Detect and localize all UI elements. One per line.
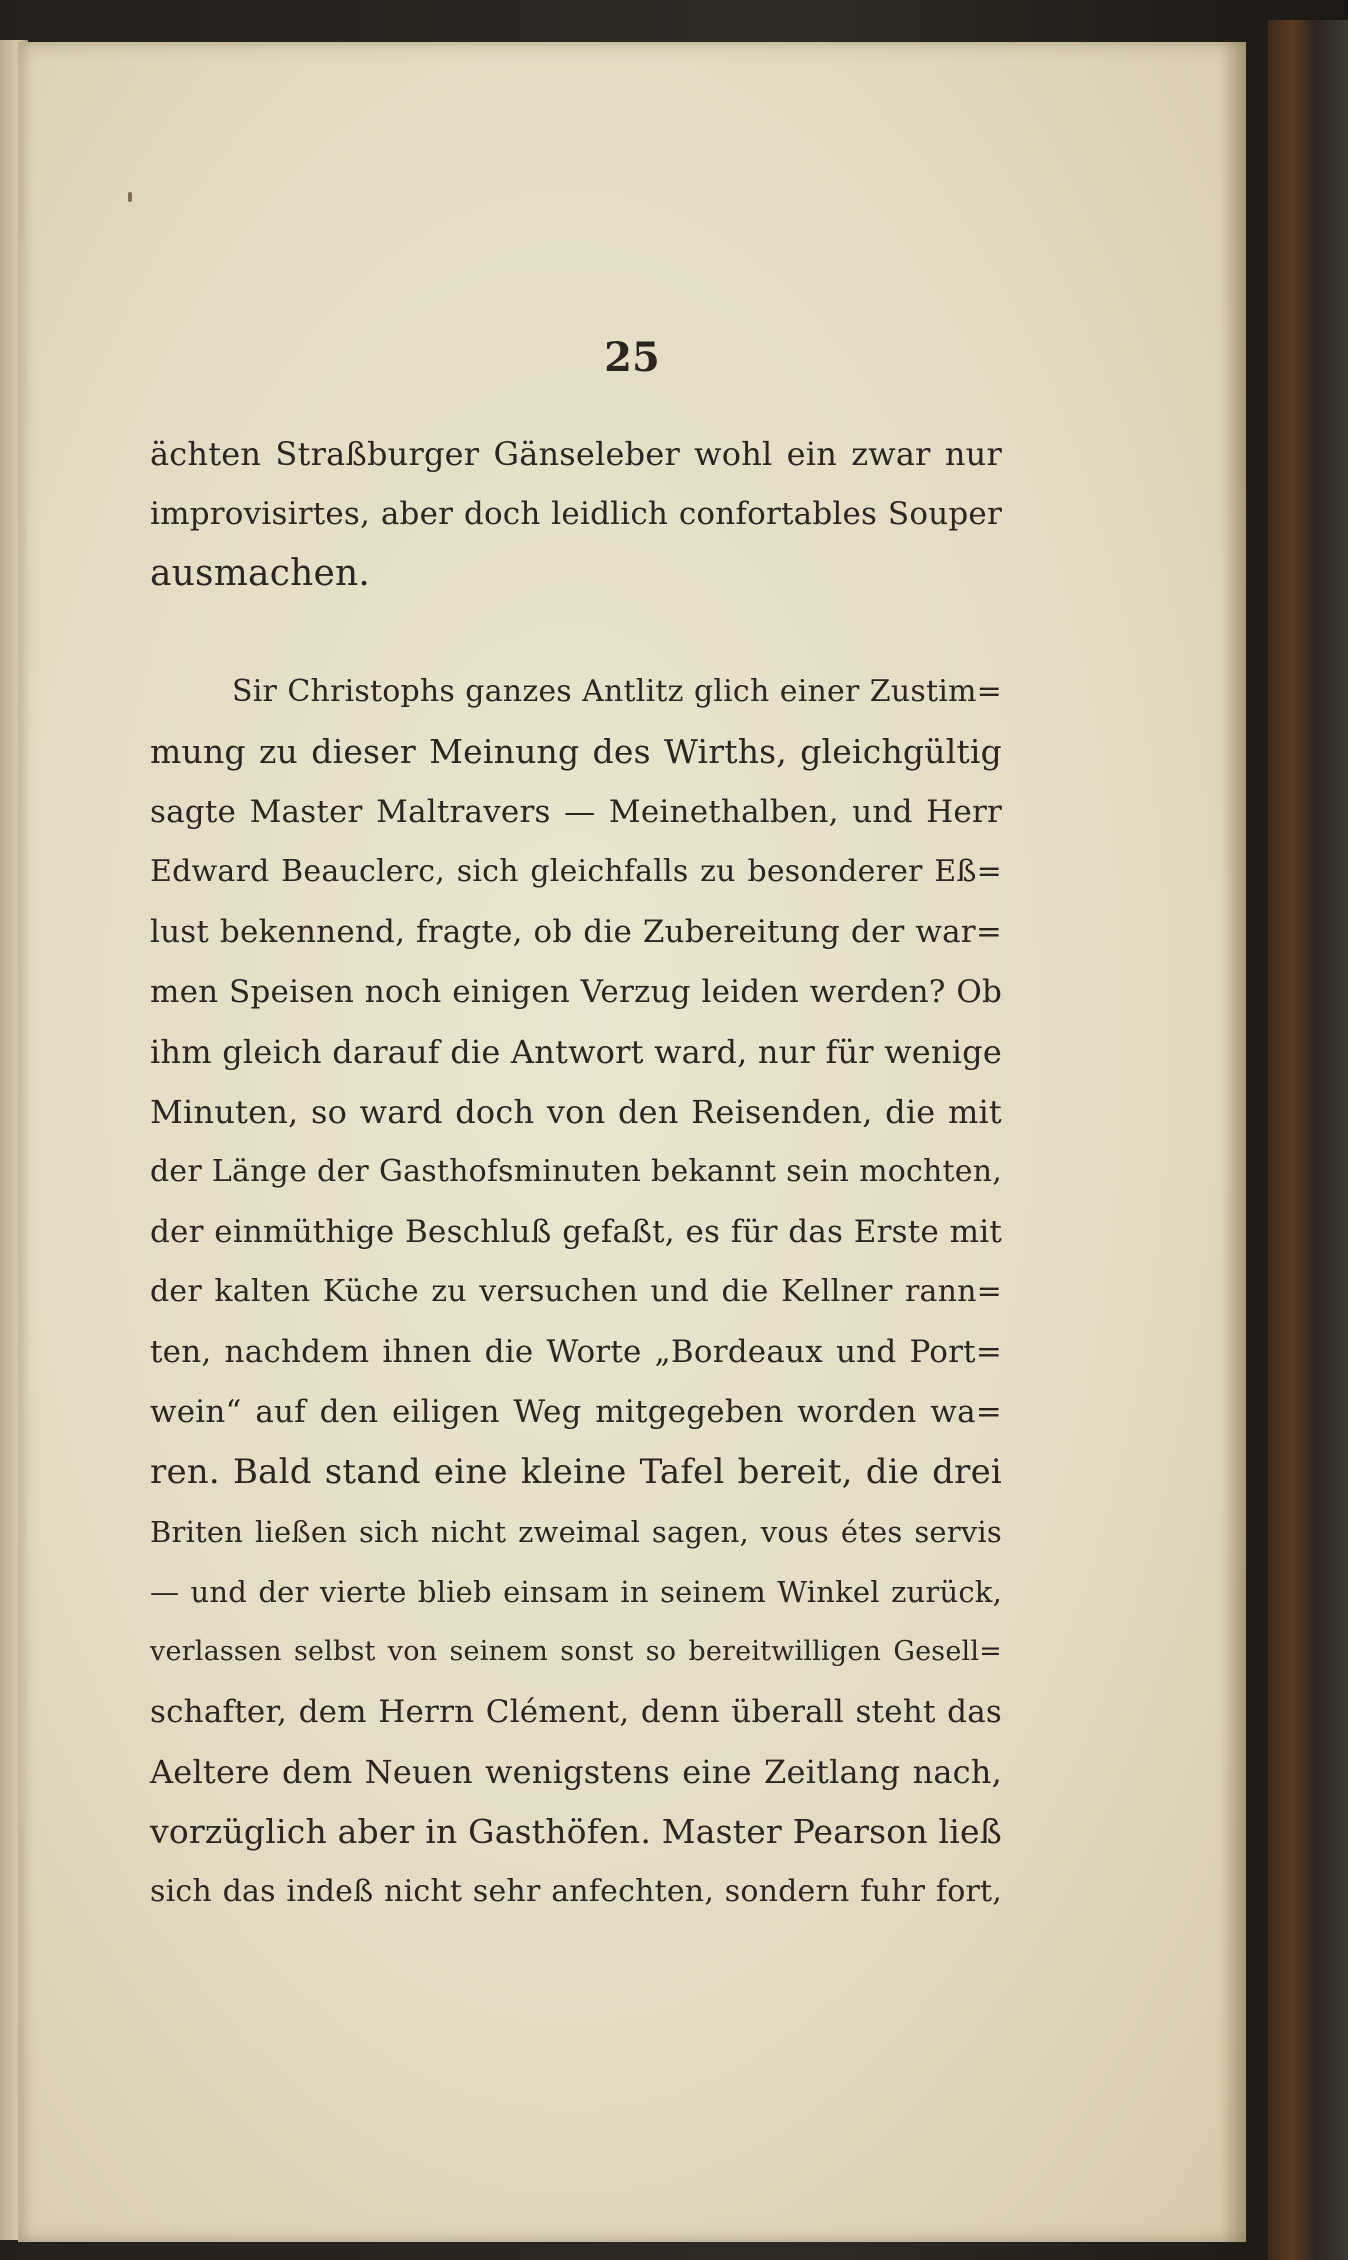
text-line: Aeltere dem Neuen wenigstens eine Zeitlang nach, (150, 1753, 1002, 1791)
text-line: sagte Master Maltravers — Meinethalben, und Herr (150, 794, 1002, 830)
page-blemish (128, 192, 132, 202)
text-line: improvisirtes, aber doch leidlich confortables Souper (150, 496, 1002, 532)
text-line: wein“ auf den eiligen Weg mitgegeben worden wa= (150, 1394, 1002, 1430)
text-line: ihm gleich darauf die Antwort ward, nur für wenige (150, 1033, 1002, 1071)
cover-edge (1268, 20, 1348, 2260)
text-line: Briten ließen sich nicht zweimal sagen, vous étes servis (150, 1515, 1002, 1549)
text-line: Edward Beauclerc, sich gleichfalls zu besonderer Eß= (150, 854, 1002, 889)
text-line: Sir Christophs ganzes Antlitz glich einer Zustim= (232, 674, 1002, 709)
text-line: ausmachen. (150, 553, 371, 594)
text-line: vorzüglich aber in Gasthöfen. Master Pearson ließ (150, 1812, 1002, 1851)
text-line: ren. Bald stand eine kleine Tafel bereit, die drei (150, 1452, 1002, 1492)
text-line: mung zu dieser Meinung des Wirths, gleichgültig (150, 732, 1002, 771)
paragraph-gap (150, 604, 1002, 662)
text-line: lust bekennend, fragte, ob die Zubereitung der war= (150, 914, 1002, 950)
text-line: ächten Straßburger Gänseleber wohl ein zwar nur (150, 435, 1002, 473)
body-text (150, 424, 1002, 1922)
text-line: ten, nachdem ihnen die Worte „Bordeaux und Port= (150, 1334, 1002, 1370)
text-line: — und der vierte blieb einsam in seinem Winkel zurück, (150, 1575, 1002, 1609)
text-line: sich das indeß nicht sehr anfechten, sondern fuhr fort, (150, 1874, 1002, 1909)
book-page (18, 42, 1246, 2242)
text-line: der kalten Küche zu versuchen und die Kellner rann= (150, 1274, 1002, 1309)
text-line: Minuten, so ward doch von den Reisenden, die mit (150, 1093, 1002, 1131)
text-line: der einmüthige Beschluß gefaßt, es für das Erste mit (150, 1214, 1002, 1250)
text-line: der Länge der Gasthofsminuten bekannt sein mochten, (150, 1154, 1002, 1189)
text-line: schafter, dem Herrn Clément, denn überall steht das (150, 1694, 1002, 1730)
text-line: verlassen selbst von seinem sonst so bereitwilligen Gesell= (150, 1636, 1002, 1667)
page-number: 25 (604, 334, 660, 381)
text-line: men Speisen noch einigen Verzug leiden werden? Ob (150, 974, 1002, 1010)
